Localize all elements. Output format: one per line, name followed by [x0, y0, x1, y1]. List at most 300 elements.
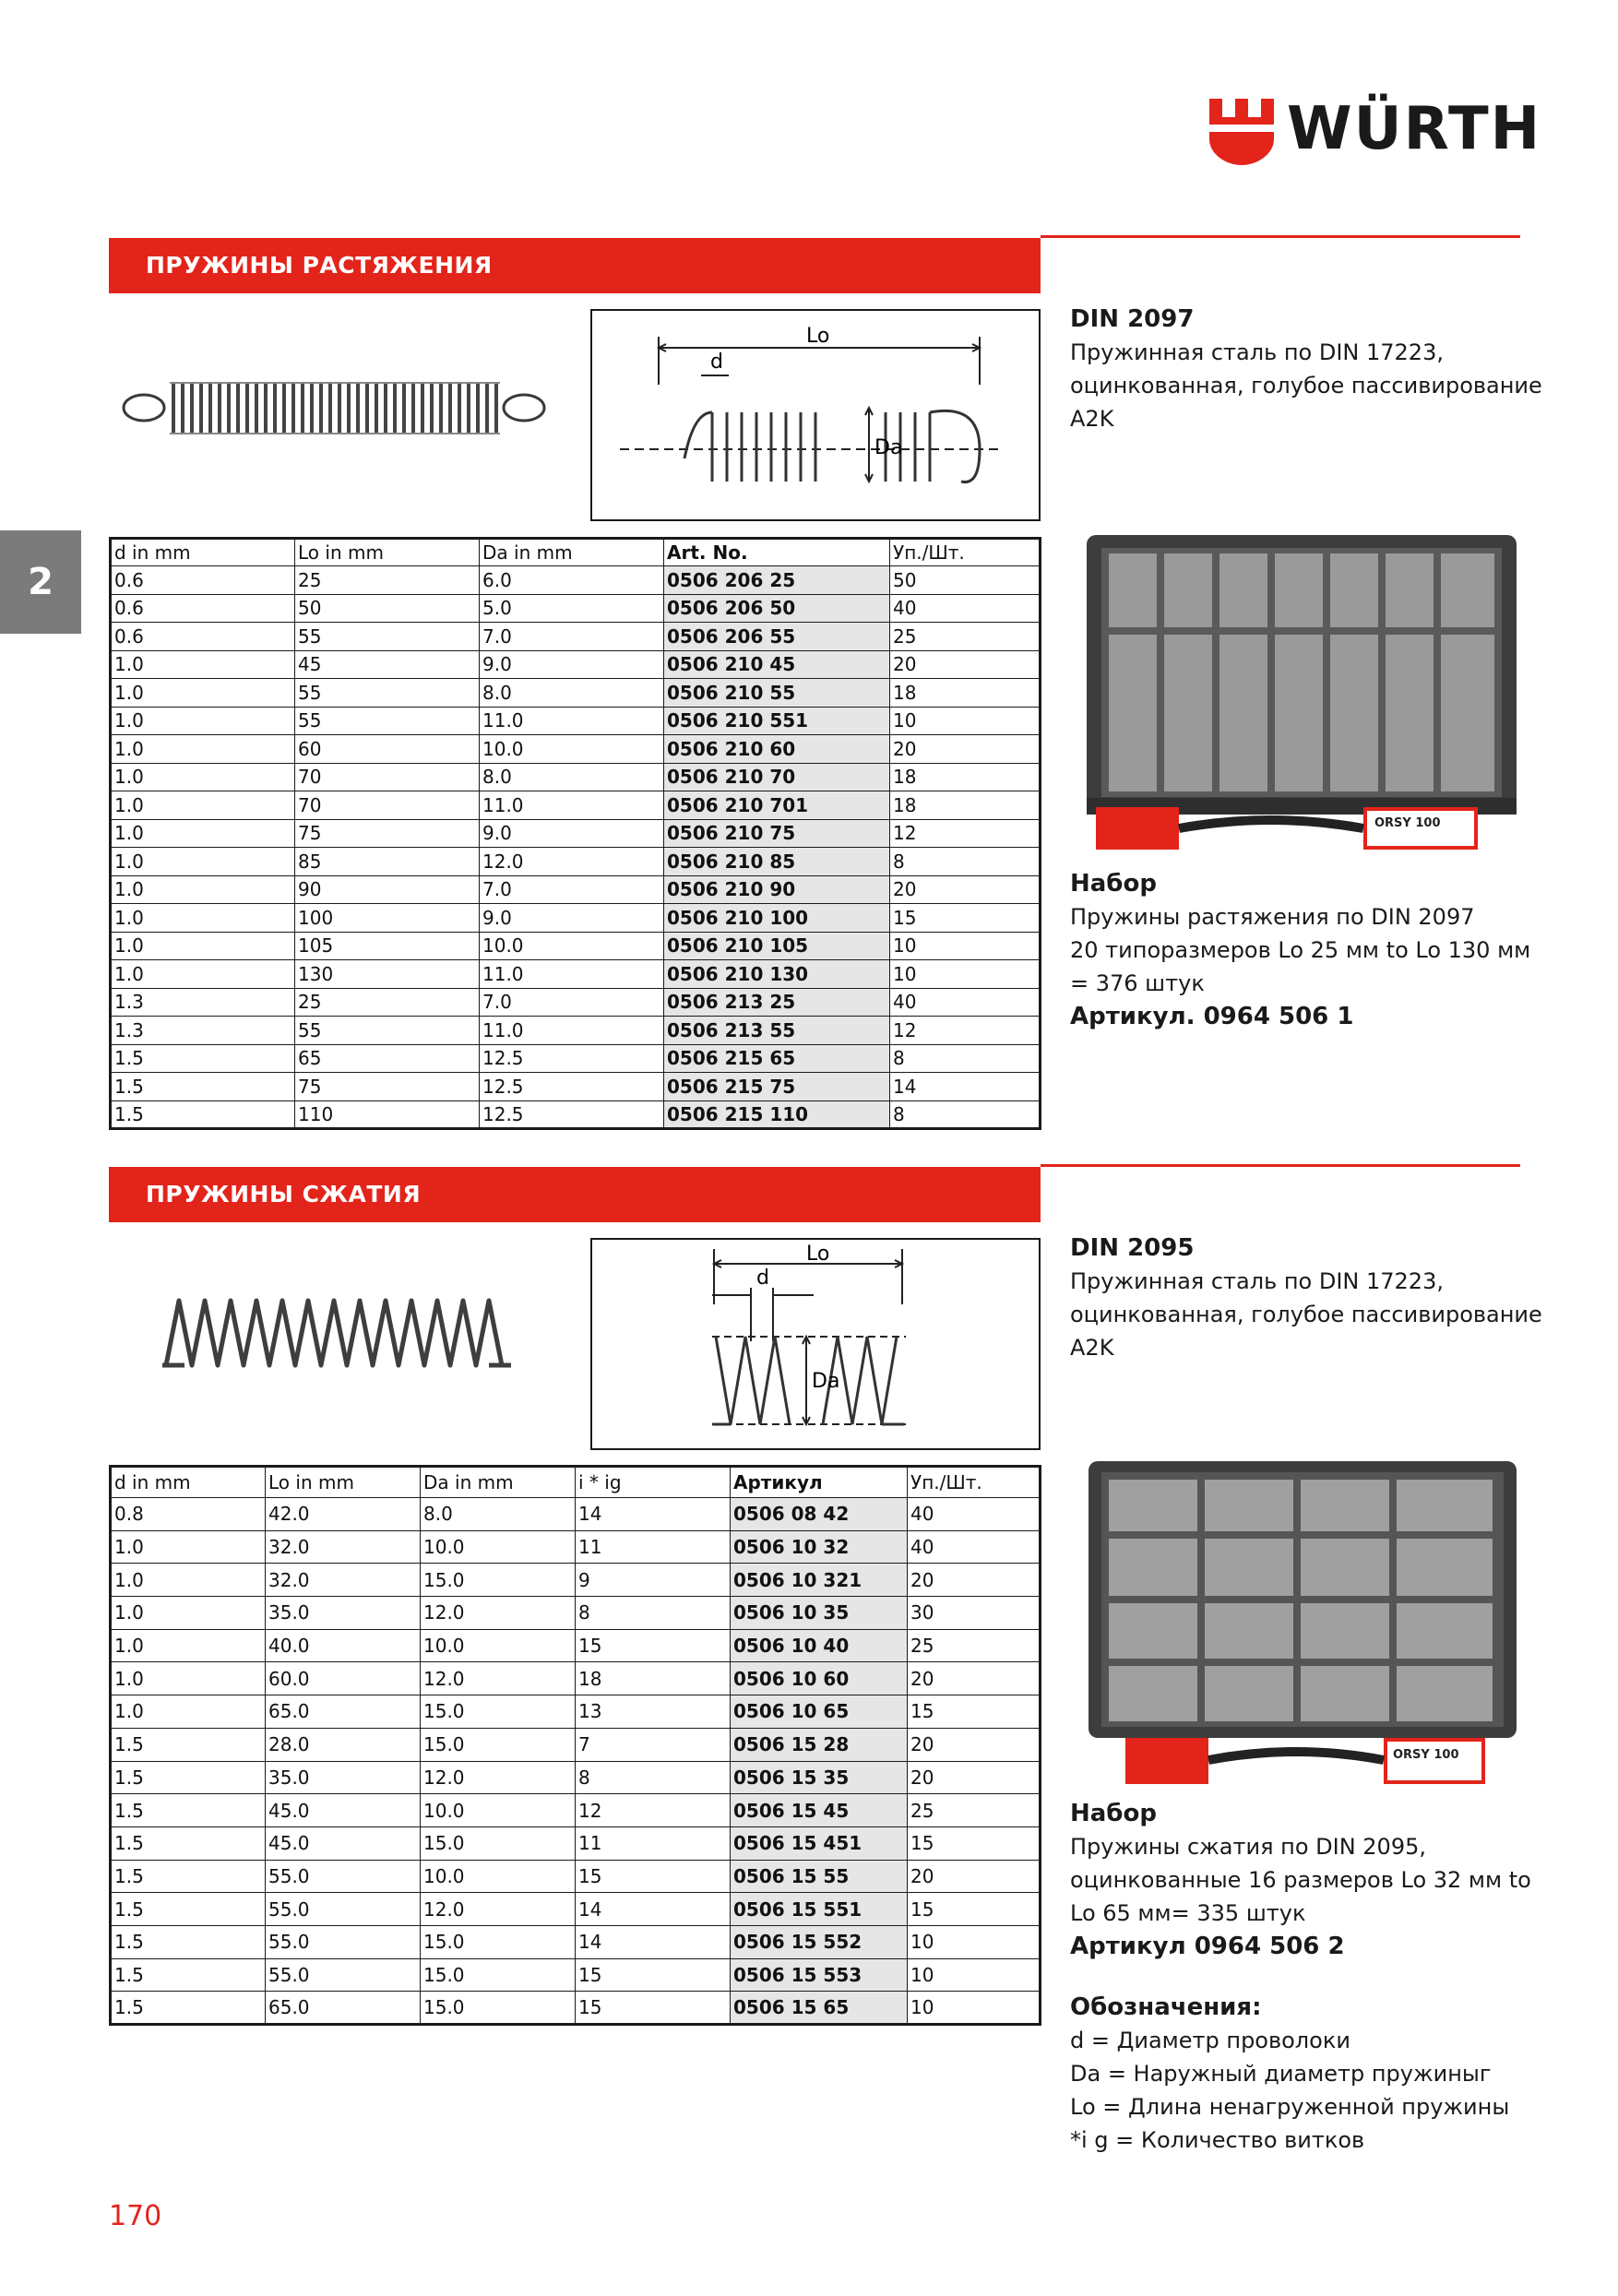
table-cell: 10.0	[480, 735, 664, 764]
table-cell: 14	[576, 1925, 731, 1958]
table-cell: 1.0	[111, 650, 295, 679]
table-row	[111, 623, 1041, 651]
table-cell: 1.0	[111, 1564, 266, 1597]
table-row	[111, 904, 1041, 933]
table-cell: 8	[890, 1100, 1041, 1129]
section-header-extension-springs	[109, 238, 1041, 293]
table-cell: 12	[890, 1017, 1041, 1045]
table-cell: 9	[576, 1564, 731, 1597]
compression-springs-table	[109, 1465, 1041, 2026]
din-2095-info	[1070, 1231, 1542, 1364]
table-cell: 15	[576, 1958, 731, 1992]
table-cell: 55.0	[266, 1893, 421, 1926]
table-cell: 35.0	[266, 1597, 421, 1630]
table-row	[111, 819, 1041, 848]
norm-title: DIN 2097	[1070, 305, 1195, 333]
table-cell: 32.0	[266, 1564, 421, 1597]
table-header-row	[111, 1467, 1041, 1498]
table-cell: 20	[908, 1564, 1041, 1597]
table-cell: 75	[295, 819, 480, 848]
table-cell: 0.8	[111, 1498, 266, 1531]
extension-spring-drawing	[592, 311, 1039, 519]
article-number-cell: 0506 206 50	[664, 594, 890, 623]
table-cell: 14	[576, 1893, 731, 1926]
table-cell: 60	[295, 735, 480, 764]
table-cell: 25	[295, 988, 480, 1017]
description-line: оцинкованная, голубое пассивирование	[1070, 373, 1542, 399]
table-cell: 15	[908, 1893, 1041, 1926]
table-cell: 10.0	[421, 1530, 576, 1564]
table-cell: 15.0	[421, 1992, 576, 2025]
table-row	[111, 1893, 1041, 1926]
table-header-row	[111, 539, 1041, 566]
table-row	[111, 594, 1041, 623]
table-cell: 15.0	[421, 1826, 576, 1860]
table-row	[111, 1860, 1041, 1893]
article-number-cell: 0506 210 75	[664, 819, 890, 848]
table-cell: 40	[890, 594, 1041, 623]
table-cell: 25	[908, 1794, 1041, 1827]
section-divider	[1041, 235, 1520, 238]
column-header: d in mm	[111, 539, 295, 566]
table-row	[111, 932, 1041, 960]
article-number-cell: 0506 210 85	[664, 848, 890, 876]
table-cell: 1.5	[111, 1073, 295, 1101]
table-cell: 1.0	[111, 735, 295, 764]
table-row	[111, 1017, 1041, 1045]
table-cell: 1.0	[111, 904, 295, 933]
article-number-cell: 0506 10 60	[731, 1662, 908, 1695]
article-number-cell: 0506 10 321	[731, 1564, 908, 1597]
compression-spring-image	[148, 1273, 535, 1393]
article-number-cell: 0506 10 32	[731, 1530, 908, 1564]
table-row	[111, 1073, 1041, 1101]
table-cell: 15.0	[421, 1564, 576, 1597]
article-number-cell: 0506 210 55	[664, 679, 890, 708]
column-header: Уп./Шт.	[908, 1467, 1041, 1498]
article-number-cell: 0506 206 25	[664, 566, 890, 595]
article-number-cell: 0506 210 105	[664, 932, 890, 960]
set-line: Пружины растяжения по DIN 2097	[1070, 904, 1475, 930]
extension-spring-set-photo	[1087, 535, 1517, 854]
table-cell: 90	[295, 875, 480, 904]
table-cell: 10	[908, 1992, 1041, 2025]
article-number-cell: 0506 08 42	[731, 1498, 908, 1531]
table-cell: 1.0	[111, 679, 295, 708]
table-cell: 10.0	[421, 1629, 576, 1662]
table-cell: 7	[576, 1728, 731, 1761]
table-cell: 1.0	[111, 707, 295, 735]
article-number-cell: 0506 15 551	[731, 1893, 908, 1926]
diagram-label-wire: d	[756, 1267, 769, 1290]
table-cell: 1.0	[111, 1597, 266, 1630]
table-cell: 1.5	[111, 1893, 266, 1926]
table-cell: 1.0	[111, 1662, 266, 1695]
table-cell: 1.5	[111, 1044, 295, 1073]
article-number-cell: 0506 210 45	[664, 650, 890, 679]
description-line: A2K	[1070, 1335, 1114, 1361]
set-line: оцинкованные 16 размеров Lo 32 мм to	[1070, 1867, 1531, 1893]
table-cell: 18	[890, 791, 1041, 820]
article-number-cell: 0506 15 65	[731, 1992, 908, 2025]
table-cell: 25	[890, 623, 1041, 651]
table-cell: 12.0	[421, 1597, 576, 1630]
table-row	[111, 1530, 1041, 1564]
compression-spring-set-photo	[1089, 1461, 1517, 1793]
table-cell: 12	[576, 1794, 731, 1827]
extension-spring-image	[109, 332, 552, 480]
legend-line: Lo = Длина ненагруженной пружины	[1070, 2094, 1510, 2120]
table-cell: 45.0	[266, 1826, 421, 1860]
table-cell: 75	[295, 1073, 480, 1101]
column-header: Lo in mm	[295, 539, 480, 566]
table-cell: 70	[295, 763, 480, 791]
table-cell: 1.0	[111, 875, 295, 904]
table-cell: 40	[890, 988, 1041, 1017]
table-row	[111, 650, 1041, 679]
extension-spring-diagram	[590, 309, 1041, 521]
table-cell: 15	[576, 1992, 731, 2025]
table-cell: 1.5	[111, 1958, 266, 1992]
column-header: Da in mm	[421, 1467, 576, 1498]
table-cell: 14	[890, 1073, 1041, 1101]
table-cell: 1.3	[111, 988, 295, 1017]
table-cell: 40.0	[266, 1629, 421, 1662]
table-row	[111, 960, 1041, 989]
set-line: Пружины сжатия по DIN 2095,	[1070, 1834, 1426, 1860]
table-cell: 11.0	[480, 960, 664, 989]
table-cell: 45	[295, 650, 480, 679]
table-cell: 55	[295, 707, 480, 735]
section-header-compression-springs	[109, 1167, 1041, 1222]
table-cell: 10	[908, 1958, 1041, 1992]
set-article: Артикул. 0964 506 1	[1070, 1003, 1354, 1030]
table-row	[111, 735, 1041, 764]
table-cell: 10.0	[421, 1860, 576, 1893]
column-header: Art. No.	[664, 539, 890, 566]
table-cell: 1.5	[111, 1728, 266, 1761]
brand-name: WÜRTH	[1287, 95, 1542, 163]
table-cell: 7.0	[480, 988, 664, 1017]
table-cell: 1.0	[111, 1530, 266, 1564]
table-cell: 1.0	[111, 763, 295, 791]
table-cell: 55.0	[266, 1860, 421, 1893]
table-cell: 12.5	[480, 1044, 664, 1073]
article-number-cell: 0506 15 553	[731, 1958, 908, 1992]
table-cell: 10.0	[421, 1794, 576, 1827]
compression-spring-photo	[148, 1273, 535, 1393]
table-cell: 30	[908, 1597, 1041, 1630]
article-number-cell: 0506 210 100	[664, 904, 890, 933]
table-cell: 105	[295, 932, 480, 960]
article-number-cell: 0506 15 28	[731, 1728, 908, 1761]
table-row	[111, 1695, 1041, 1729]
table-cell: 50	[295, 594, 480, 623]
table-cell: 0.6	[111, 566, 295, 595]
table-cell: 20	[908, 1761, 1041, 1794]
table-cell: 8	[576, 1597, 731, 1630]
table-row	[111, 1992, 1041, 2025]
diagram-label-wire: d	[710, 351, 723, 374]
compression-set-info	[1070, 1797, 1531, 1963]
section-title: ПРУЖИНЫ РАСТЯЖЕНИЯ	[146, 252, 493, 279]
table-cell: 1.5	[111, 1925, 266, 1958]
table-cell: 20	[908, 1728, 1041, 1761]
article-number-cell: 0506 15 552	[731, 1925, 908, 1958]
table-cell: 40	[908, 1530, 1041, 1564]
table-cell: 15	[576, 1629, 731, 1662]
table-cell: 11	[576, 1530, 731, 1564]
compression-spring-diagram	[590, 1238, 1041, 1450]
table-cell: 11.0	[480, 1017, 664, 1045]
table-cell: 12.5	[480, 1100, 664, 1129]
table-row	[111, 1958, 1041, 1992]
table-cell: 1.0	[111, 791, 295, 820]
article-number-cell: 0506 15 35	[731, 1761, 908, 1794]
table-cell: 12	[890, 819, 1041, 848]
table-row	[111, 1761, 1041, 1794]
set-line: 20 типоразмеров Lo 25 мм to Lo 130 мм	[1070, 937, 1531, 963]
legend	[1070, 1991, 1509, 2157]
article-number-cell: 0506 15 45	[731, 1794, 908, 1827]
table-cell: 8.0	[480, 763, 664, 791]
table-cell: 1.0	[111, 1695, 266, 1729]
table-cell: 42.0	[266, 1498, 421, 1531]
table-cell: 1.5	[111, 1761, 266, 1794]
table-row	[111, 791, 1041, 820]
set-title: Набор	[1070, 1800, 1157, 1827]
article-number-cell: 0506 210 130	[664, 960, 890, 989]
legend-line: Da = Наружный диаметр пружиныг	[1070, 2061, 1492, 2087]
description-line: A2K	[1070, 406, 1114, 432]
chapter-tab: 2	[0, 530, 81, 634]
table-cell: 15.0	[421, 1695, 576, 1729]
table-row	[111, 1629, 1041, 1662]
table-cell: 1.0	[111, 1629, 266, 1662]
table-cell: 1.0	[111, 960, 295, 989]
table-cell: 8.0	[480, 679, 664, 708]
diagram-label-length: Lo	[806, 1243, 830, 1266]
table-cell: 8	[890, 1044, 1041, 1073]
table-cell: 1.0	[111, 932, 295, 960]
table-cell: 15	[576, 1860, 731, 1893]
table-cell: 28.0	[266, 1728, 421, 1761]
legend-title: Обозначения:	[1070, 1993, 1262, 2021]
table-cell: 12.0	[421, 1761, 576, 1794]
wurth-logo-icon	[1209, 99, 1274, 165]
table-cell: 55.0	[266, 1925, 421, 1958]
article-number-cell: 0506 206 55	[664, 623, 890, 651]
table-cell: 12.5	[480, 1073, 664, 1101]
legend-line: d = Диаметр проволоки	[1070, 2028, 1350, 2053]
table-row	[111, 566, 1041, 595]
article-number-cell: 0506 10 35	[731, 1597, 908, 1630]
table-cell: 55	[295, 1017, 480, 1045]
table-row	[111, 1498, 1041, 1531]
compression-spring-drawing	[592, 1240, 1039, 1448]
norm-title: DIN 2095	[1070, 1234, 1195, 1262]
table-cell: 12.0	[421, 1893, 576, 1926]
column-header: Da in mm	[480, 539, 664, 566]
table-cell: 18	[890, 763, 1041, 791]
table-row	[111, 988, 1041, 1017]
table-cell: 0.6	[111, 623, 295, 651]
case-label: ORSY 100	[1374, 816, 1441, 830]
article-number-cell: 0506 210 701	[664, 791, 890, 820]
table-cell: 15.0	[421, 1728, 576, 1761]
table-cell: 8	[890, 848, 1041, 876]
din-2097-info	[1070, 303, 1542, 435]
table-row	[111, 707, 1041, 735]
table-cell: 7.0	[480, 623, 664, 651]
table-cell: 1.3	[111, 1017, 295, 1045]
article-number-cell: 0506 210 70	[664, 763, 890, 791]
article-number-cell: 0506 15 451	[731, 1826, 908, 1860]
table-cell: 18	[576, 1662, 731, 1695]
table-cell: 1.5	[111, 1826, 266, 1860]
table-cell: 1.0	[111, 848, 295, 876]
table-cell: 1.5	[111, 1794, 266, 1827]
table-cell: 40	[908, 1498, 1041, 1531]
table-cell: 55	[295, 679, 480, 708]
table-cell: 20	[890, 735, 1041, 764]
table-cell: 15.0	[421, 1958, 576, 1992]
assortment-case-image	[1089, 1461, 1517, 1793]
column-header: d in mm	[111, 1467, 266, 1498]
table-cell: 65.0	[266, 1992, 421, 2025]
table-row	[111, 875, 1041, 904]
table-cell: 65.0	[266, 1695, 421, 1729]
table-cell: 130	[295, 960, 480, 989]
set-article: Артикул 0964 506 2	[1070, 1933, 1345, 1960]
diagram-label-outer-diameter: Da	[874, 436, 903, 459]
table-cell: 0.6	[111, 594, 295, 623]
extension-spring-photo	[109, 332, 552, 480]
table-cell: 10	[890, 932, 1041, 960]
table-cell: 85	[295, 848, 480, 876]
table-cell: 1.0	[111, 819, 295, 848]
article-number-cell: 0506 210 90	[664, 875, 890, 904]
table-cell: 6.0	[480, 566, 664, 595]
table-cell: 20	[890, 875, 1041, 904]
article-number-cell: 0506 10 65	[731, 1695, 908, 1729]
article-number-cell: 0506 213 55	[664, 1017, 890, 1045]
table-cell: 20	[908, 1662, 1041, 1695]
table-cell: 15	[908, 1695, 1041, 1729]
description-line: Пружинная сталь по DIN 17223,	[1070, 1268, 1444, 1294]
table-row	[111, 763, 1041, 791]
table-cell: 15	[890, 904, 1041, 933]
extension-set-info	[1070, 867, 1530, 1033]
table-cell: 45.0	[266, 1794, 421, 1827]
article-number-cell: 0506 215 110	[664, 1100, 890, 1129]
table-cell: 8	[576, 1761, 731, 1794]
table-cell: 35.0	[266, 1761, 421, 1794]
set-title: Набор	[1070, 870, 1157, 898]
extension-springs-table	[109, 537, 1041, 1130]
legend-line: *i g = Количество витков	[1070, 2127, 1365, 2153]
case-label: ORSY 100	[1393, 1748, 1459, 1762]
table-cell: 7.0	[480, 875, 664, 904]
table-row	[111, 1564, 1041, 1597]
table-row	[111, 1662, 1041, 1695]
table-cell: 50	[890, 566, 1041, 595]
table-cell: 13	[576, 1695, 731, 1729]
table-cell: 9.0	[480, 904, 664, 933]
table-row	[111, 1044, 1041, 1073]
column-header: Артикул	[731, 1467, 908, 1498]
table-cell: 11.0	[480, 707, 664, 735]
table-cell: 12.0	[421, 1662, 576, 1695]
article-number-cell: 0506 215 65	[664, 1044, 890, 1073]
table-cell: 55.0	[266, 1958, 421, 1992]
table-cell: 15	[908, 1826, 1041, 1860]
description-line: оцинкованная, голубое пассивирование	[1070, 1302, 1542, 1327]
table-row	[111, 1100, 1041, 1129]
page-number: 170	[109, 2200, 162, 2232]
table-cell: 18	[890, 679, 1041, 708]
description-line: Пружинная сталь по DIN 17223,	[1070, 339, 1444, 365]
table-cell: 10	[890, 707, 1041, 735]
table-cell: 12.0	[480, 848, 664, 876]
table-cell: 14	[576, 1498, 731, 1531]
table-row	[111, 848, 1041, 876]
column-header: i * ig	[576, 1467, 731, 1498]
table-cell: 60.0	[266, 1662, 421, 1695]
table-cell: 100	[295, 904, 480, 933]
set-line: = 376 штук	[1070, 970, 1205, 996]
article-number-cell: 0506 10 40	[731, 1629, 908, 1662]
table-row	[111, 1925, 1041, 1958]
table-cell: 1.5	[111, 1860, 266, 1893]
table-cell: 9.0	[480, 819, 664, 848]
diagram-label-length: Lo	[806, 325, 830, 348]
table-cell: 11	[576, 1826, 731, 1860]
table-cell: 25	[908, 1629, 1041, 1662]
article-number-cell: 0506 215 75	[664, 1073, 890, 1101]
article-number-cell: 0506 210 551	[664, 707, 890, 735]
table-cell: 10	[908, 1925, 1041, 1958]
section-title: ПРУЖИНЫ СЖАТИЯ	[146, 1181, 422, 1207]
assortment-case-image	[1087, 535, 1517, 854]
table-row	[111, 1826, 1041, 1860]
table-cell: 65	[295, 1044, 480, 1073]
table-cell: 11.0	[480, 791, 664, 820]
table-cell: 110	[295, 1100, 480, 1129]
diagram-label-outer-diameter: Da	[812, 1370, 840, 1393]
table-cell: 25	[295, 566, 480, 595]
table-cell: 8.0	[421, 1498, 576, 1531]
table-row	[111, 679, 1041, 708]
article-number-cell: 0506 210 60	[664, 735, 890, 764]
table-row	[111, 1728, 1041, 1761]
table-cell: 10	[890, 960, 1041, 989]
table-cell: 55	[295, 623, 480, 651]
table-row	[111, 1794, 1041, 1827]
table-cell: 5.0	[480, 594, 664, 623]
article-number-cell: 0506 15 55	[731, 1860, 908, 1893]
table-cell: 70	[295, 791, 480, 820]
table-row	[111, 1597, 1041, 1630]
table-cell: 1.5	[111, 1992, 266, 2025]
table-cell: 20	[890, 650, 1041, 679]
table-cell: 1.5	[111, 1100, 295, 1129]
table-cell: 20	[908, 1860, 1041, 1893]
table-cell: 32.0	[266, 1530, 421, 1564]
article-number-cell: 0506 213 25	[664, 988, 890, 1017]
table-cell: 10.0	[480, 932, 664, 960]
column-header: Lo in mm	[266, 1467, 421, 1498]
